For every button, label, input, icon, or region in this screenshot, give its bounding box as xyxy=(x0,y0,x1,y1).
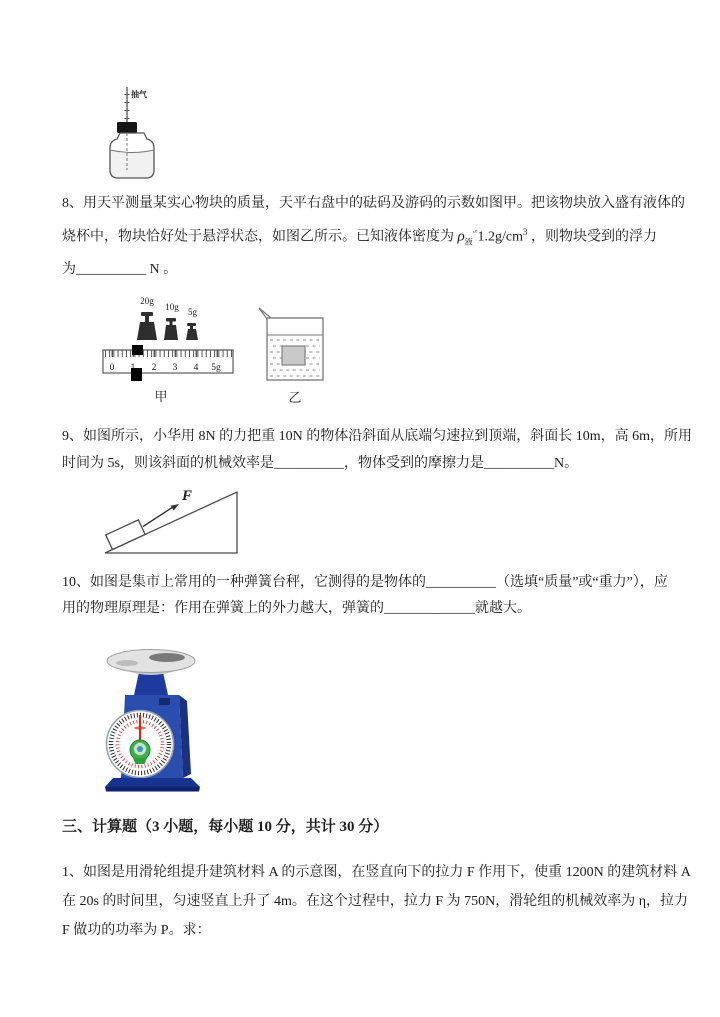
spring-scale-figure xyxy=(95,638,230,793)
text-segment: 时间为 5s，则该斜面的机械效率是 xyxy=(62,456,274,471)
answer-blank: _____________ xyxy=(384,601,475,616)
inclined-plane-figure xyxy=(93,481,245,563)
scale-knob-icon xyxy=(159,698,170,705)
bottle-icon xyxy=(110,122,154,178)
text-segment: （选填“质量”或“重力”），应 xyxy=(496,575,668,590)
ruler-number-0: 0 xyxy=(109,363,115,373)
text-segment: 为 xyxy=(62,262,76,278)
answer-blank: __________ xyxy=(273,456,344,471)
weight-20g-label: 20g xyxy=(140,296,154,306)
question-8-line-2 xyxy=(62,218,685,256)
weight-10g-icon xyxy=(164,302,179,340)
question-8-line-3 xyxy=(62,256,685,284)
rho-subscript: 液 xyxy=(464,237,473,247)
calc-question-1 xyxy=(62,858,691,945)
text-segment: N 。 xyxy=(146,262,178,278)
density-exponent: 3 xyxy=(523,227,528,237)
text-segment: 烧杯中，物块恰好处于悬浮状态，如图乙所示。已知液体密度为 xyxy=(62,229,458,245)
weight-10g-label: 10g xyxy=(165,302,179,312)
figure-jia-caption: 甲 xyxy=(154,389,168,404)
question-10-line-2 xyxy=(62,596,668,622)
superscript-artifact: ˣ° xyxy=(472,229,478,237)
question-9-line-1: 9、如图所示，小华用 8N 的力把重 10N 的物体沿斜面从底端匀速拉到顶端，斜面长 10m，高 6m，所用 xyxy=(62,429,692,444)
figure-yi-caption: 乙 xyxy=(288,390,302,405)
suspended-block-icon xyxy=(282,346,305,365)
ruler-number-5g: 5g xyxy=(211,363,221,373)
rho-symbol: ρ xyxy=(457,228,465,245)
question-10 xyxy=(62,570,668,622)
weight-5g-icon xyxy=(186,307,198,340)
density-value: 1.2g/cm xyxy=(477,229,524,245)
text-segment: 用的物理原理是：作用在弹簧上的外力越大，弹簧的 xyxy=(62,601,384,616)
weight-5g-label: 5g xyxy=(188,307,197,317)
beaker-icon xyxy=(259,308,323,380)
text-segment: ，物体受到的摩擦力是 xyxy=(343,456,484,471)
weight-20g-icon xyxy=(137,296,157,340)
balance-rider-figure xyxy=(95,293,240,405)
scale-pan-icon xyxy=(107,650,195,676)
text-segment: 就越大。 xyxy=(475,601,531,616)
question-9 xyxy=(62,423,692,477)
force-label: F xyxy=(182,488,193,504)
scale-bracket-icon xyxy=(134,672,168,695)
question-8 xyxy=(62,190,685,284)
text-segment: 10、如图是集市上常用的一种弹簧台秤，它测得的是物体的 xyxy=(62,575,426,590)
ruler-scale xyxy=(103,350,233,373)
question-8-line-1: 8、用天平测量某实心物块的质量，天平右盘中的砝码及游码的示数如图甲。把该物块放入盛有液体的 xyxy=(62,196,685,211)
scale-base-icon xyxy=(105,778,200,792)
question-10-line-1 xyxy=(62,570,668,596)
section-3-header: 三、计算题（3 小题，每小题 10 分，共计 30 分） xyxy=(62,819,389,835)
text-segment: N。 xyxy=(553,456,579,471)
text-segment: ，则物块受到的浮力 xyxy=(527,229,658,245)
calc-question-1-line-2: 在 20s 的时间里，匀速竖直上升了 4m。在这个过程中，拉力 F 为 750N，滑轮组的机械效率为 η，拉力 xyxy=(62,894,689,909)
answer-blank: __________ xyxy=(76,262,146,278)
bottle-figure xyxy=(100,84,164,184)
question-9-line-2 xyxy=(62,450,692,477)
answer-blank: __________ xyxy=(426,575,496,590)
calc-question-1-line-3: F 做功的功率为 P。求： xyxy=(62,923,211,938)
bottle-figure-label: 抽气 xyxy=(131,90,147,99)
ruler-number-2: 2 xyxy=(151,363,157,373)
ruler-number-4: 4 xyxy=(193,363,199,373)
beaker-figure xyxy=(255,298,347,408)
ruler-number-3: 3 xyxy=(172,363,178,373)
calc-question-1-line-1: 1、如图是用滑轮组提升建筑材料 A 的示意图，在竖直向下的拉力 F 作用下，使重 1200N 的建筑材料 A xyxy=(62,865,691,880)
answer-blank: __________ xyxy=(483,456,554,471)
